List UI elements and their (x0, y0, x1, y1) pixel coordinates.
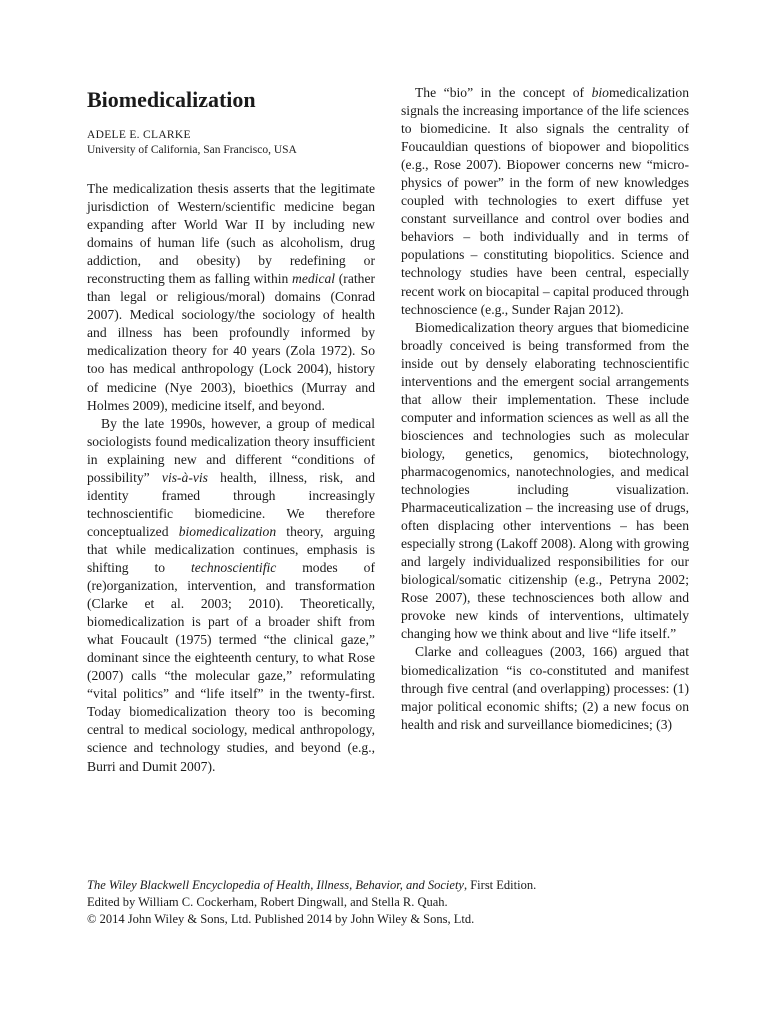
text-run: theory, arguing that while medicalization continues, emphasis is shifting to (87, 523, 375, 575)
text-run: By the late 1990s, however, a group of medical sociologists found medicalization theory insufficient in explaining new and different “conditions of possibility” (87, 415, 375, 485)
italic-text: bio (591, 85, 609, 100)
edition-text: , First Edition. (463, 878, 537, 892)
left-column (87, 84, 375, 776)
article-title: Biomedicalization (87, 87, 256, 112)
text-run: modes of (re)organization, intervention, and transformation (Clarke et al. 2003; 2010). Theoretically, biomedicalization is part of a broader shift from what Foucault (1975) termed “the clinical gaze,” dominant since the eighteenth century, to what Rose (2007) calls “the molecular gaze,” reformulating “vital politics” and “life itself” in the twenty-first. Today biomedicalization theory too is becoming central to medical sociology, medical anthropology, science and technology studies, and beyond (e.g., Burri and Dumit 2007). (87, 559, 375, 774)
paragraph (401, 319, 689, 644)
right-column (401, 84, 689, 734)
text-run: (rather than legal or religious/moral) domains (Conrad 2007). Medical sociology/the sociology of health and illness has been profoundly informed by medicalization theory for 40 years (Zola 1972). So too has medical anthropology (Lock 2004), history of medicine (Nye 2003), bioethics (Murray and Holmes 2009), medicine itself, and beyond. (87, 271, 376, 413)
encyclopedia-title: The Wiley Blackwell Encyclopedia of Health, Illness, Behavior, and Society (87, 878, 464, 892)
italic-text: vis-à-vis (161, 469, 208, 485)
paragraph (401, 643, 689, 733)
text-run: Biomedicalization theory argues that biomedicine broadly conceived is being transformed from the inside out by densely elaborating technoscientific interventions and the emergent social arrangements that allow their implementation. These include computer and information sciences as well as all the biosciences and technologies such as molecular biology, genetics, genomics, biotechnology, pharmacogenomics, nanotechnologies, and medical technologies including visualization. Pharmaceuticalization – the increasing use of drugs, often displacing other interventions – has been especially strong (Lakoff 2008). Along with growing and largely individualized responsibilities for our biological/somatic citizenship (e.g., Petryna 2002; Rose 2007), these technosciences both allow and provoke new kinds of interventions, ultimately changing how we think about and live “life itself.” (401, 319, 689, 642)
author-affiliation: University of California, San Francisco, USA (87, 144, 297, 156)
italic-text: biomedicalization (178, 523, 277, 539)
text-run: Clarke and colleagues (2003, 166) argued that biomedicalization “is co-constituted and manifest through five central (and overlapping) processes: (1) major political economic shifts; (2) a new focus on health and risk and surveillance biomedicines; (3) (401, 644, 689, 732)
footer-line-2: Edited by William C. Cockerham, Robert Dingwall, and Stella R. Quah. (87, 895, 448, 909)
paragraph (87, 415, 375, 776)
publication-footer (87, 877, 687, 928)
italic-text: technoscientific (190, 559, 277, 575)
text-run: health, illness, risk, and identity framed through increasingly technoscientific biomedicine. We therefore conceptualized (87, 469, 375, 539)
text-run: medicalization signals the increasing importance of the life sciences to biomedicine. It also signals the centrality of Foucauldian questions of biopower and biopolitics (e.g., Rose 2007). Biopower concerns new “micro-physics of power” in the form of new knowledges coupled with technologies to exert diffuse yet constant surveillance and control over bodies and behaviors – both individually and in terms of populations – constituting biopolitics. Science and technology studies have been central, especially recent work on biocapital – capital produced through technoscience (e.g., Sunder Rajan 2012). (401, 85, 690, 317)
text-run: The medicalization thesis asserts that the legitimate jurisdiction of Western/scientific medicine began expanding after World War II by including new domains of human life (such as alcoholism, drug addiction, and obesity) by redefining or reconstructing them as falling within (87, 181, 375, 287)
author-name: ADELE E. CLARKE (87, 129, 191, 141)
text-run: The “bio” in the concept of (415, 85, 592, 100)
italic-text: medical (292, 271, 336, 287)
paragraph (87, 180, 375, 415)
footer-line-3: © 2014 John Wiley & Sons, Ltd. Published 2014 by John Wiley & Sons, Ltd. (87, 912, 475, 926)
footer-line-1 (87, 877, 687, 894)
paragraph (401, 84, 689, 319)
